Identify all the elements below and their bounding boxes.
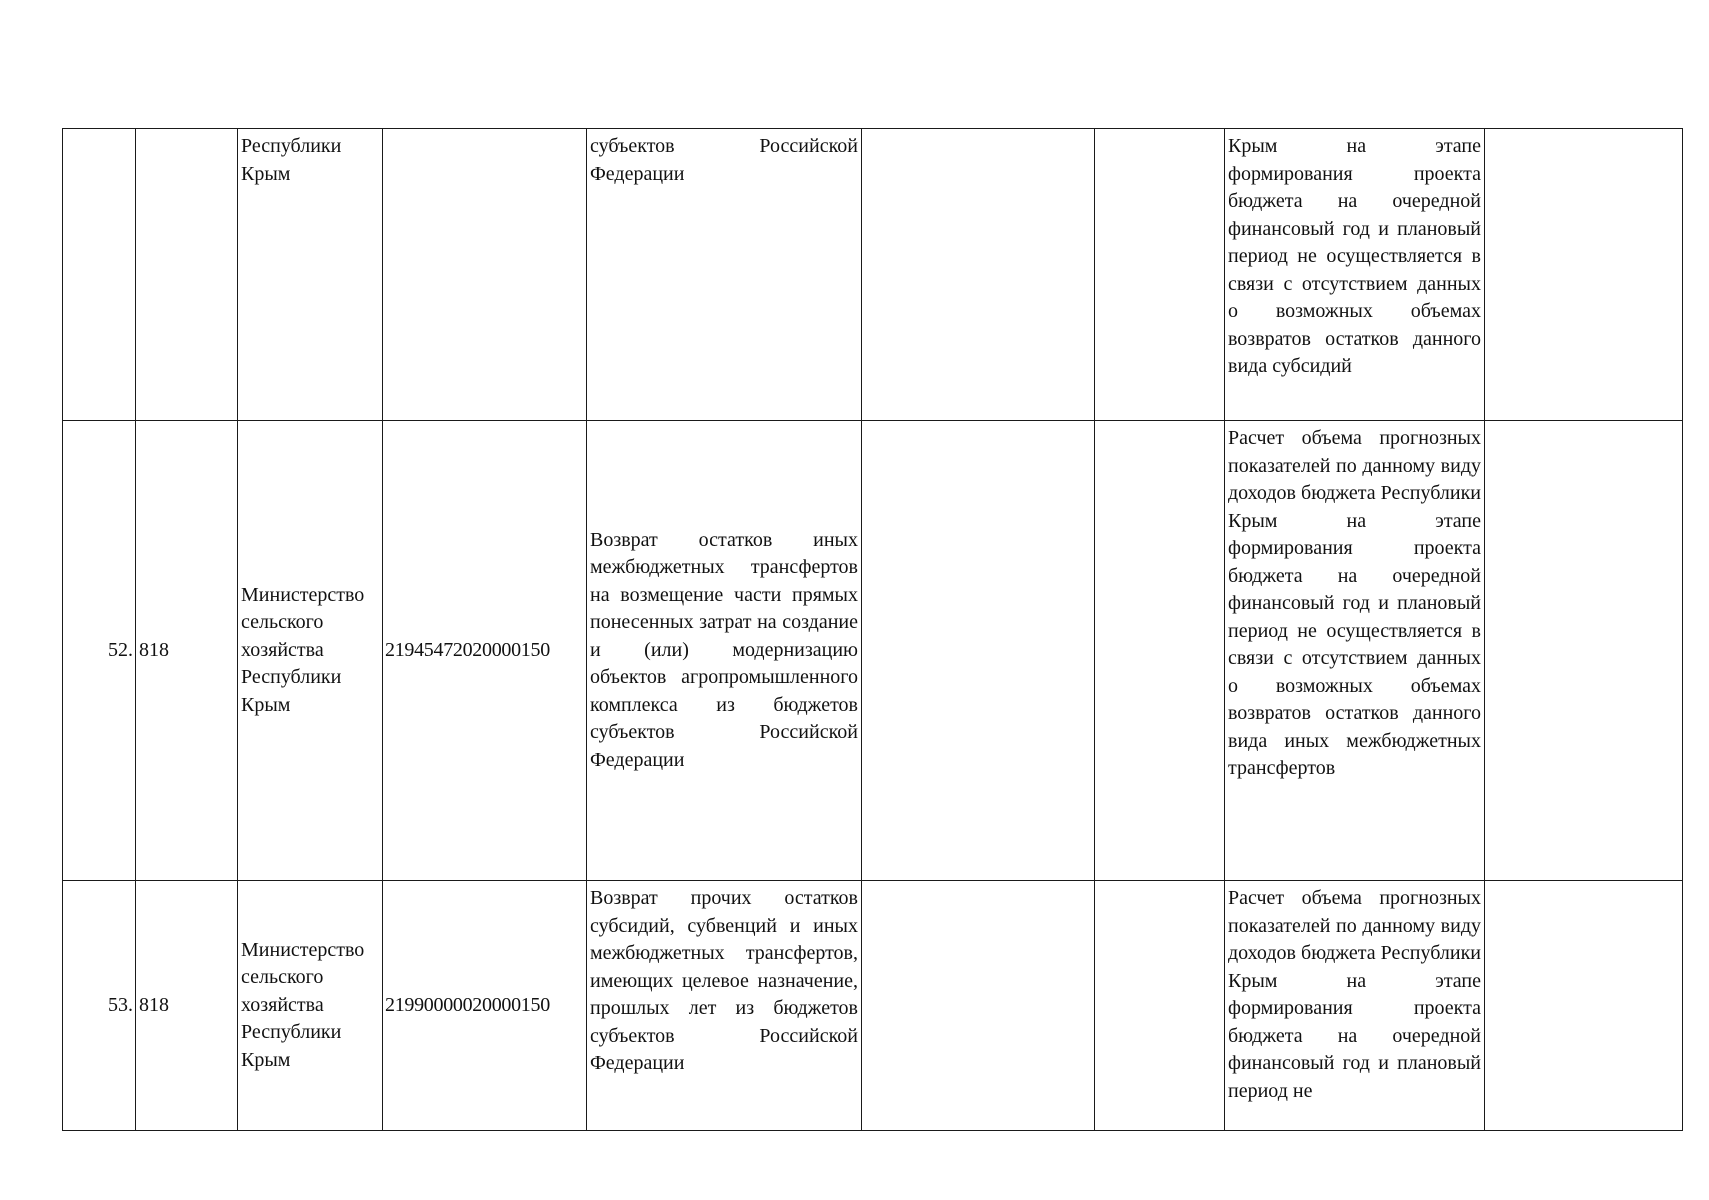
- calculation-method: Расчет объема прогнозных показателей по данному виду доходов бюджета Республики Крым на этапе формирования проекта бюджета на очередной финансовый год и плановый период не: [1225, 881, 1485, 1131]
- row-number: [63, 129, 136, 421]
- revenue-forecast-table: [62, 128, 1683, 1131]
- admin-code: 818: [136, 421, 238, 881]
- administrator-name: Министерство сельского хозяйства Республики Крым: [238, 881, 383, 1131]
- budget-classification-code: 21990000020000150: [383, 881, 587, 1131]
- row-number: 53.: [63, 881, 136, 1131]
- admin-code: 818: [136, 881, 238, 1131]
- empty-cell: [1095, 881, 1225, 1131]
- administrator-name: Республики Крым: [238, 129, 383, 421]
- table-row: [63, 129, 1683, 421]
- empty-cell: [1485, 421, 1683, 881]
- calculation-method: Расчет объема прогнозных показателей по данному виду доходов бюджета Республики Крым на этапе формирования проекта бюджета на очередной финансовый год и плановый период не осуществляется в связи с отсутствием данных о возможных объемах возвратов остатков данного вида иных межбюджетных трансфертов: [1225, 421, 1485, 881]
- admin-code: [136, 129, 238, 421]
- row-number: 52.: [63, 421, 136, 881]
- revenue-name: Возврат прочих остатков субсидий, субвенций и иных межбюджетных трансфертов, имеющих целевое назначение, прошлых лет из бюджетов субъектов Российской Федерации: [587, 881, 862, 1131]
- revenue-name: субъектов Российской Федерации: [587, 129, 862, 421]
- administrator-name: Министерство сельского хозяйства Республики Крым: [238, 421, 383, 881]
- calculation-method: Крым на этапе формирования проекта бюджета на очередной финансовый год и плановый период не осуществляется в связи с отсутствием данных о возможных объемах возвратов остатков данного вида субсидий: [1225, 129, 1485, 421]
- empty-cell: [1095, 129, 1225, 421]
- revenue-name: Возврат остатков иных межбюджетных трансфертов на возмещение части прямых понесенных затрат на создание и (или) модернизацию объектов агропромышленного комплекса из бюджетов субъектов Российской Федерации: [587, 421, 862, 881]
- table-row: [63, 421, 1683, 881]
- empty-cell: [862, 881, 1095, 1131]
- table-row: [63, 881, 1683, 1131]
- empty-cell: [1095, 421, 1225, 881]
- empty-cell: [1485, 881, 1683, 1131]
- empty-cell: [862, 129, 1095, 421]
- empty-cell: [862, 421, 1095, 881]
- budget-classification-code: 21945472020000150: [383, 421, 587, 881]
- empty-cell: [1485, 129, 1683, 421]
- budget-classification-code: [383, 129, 587, 421]
